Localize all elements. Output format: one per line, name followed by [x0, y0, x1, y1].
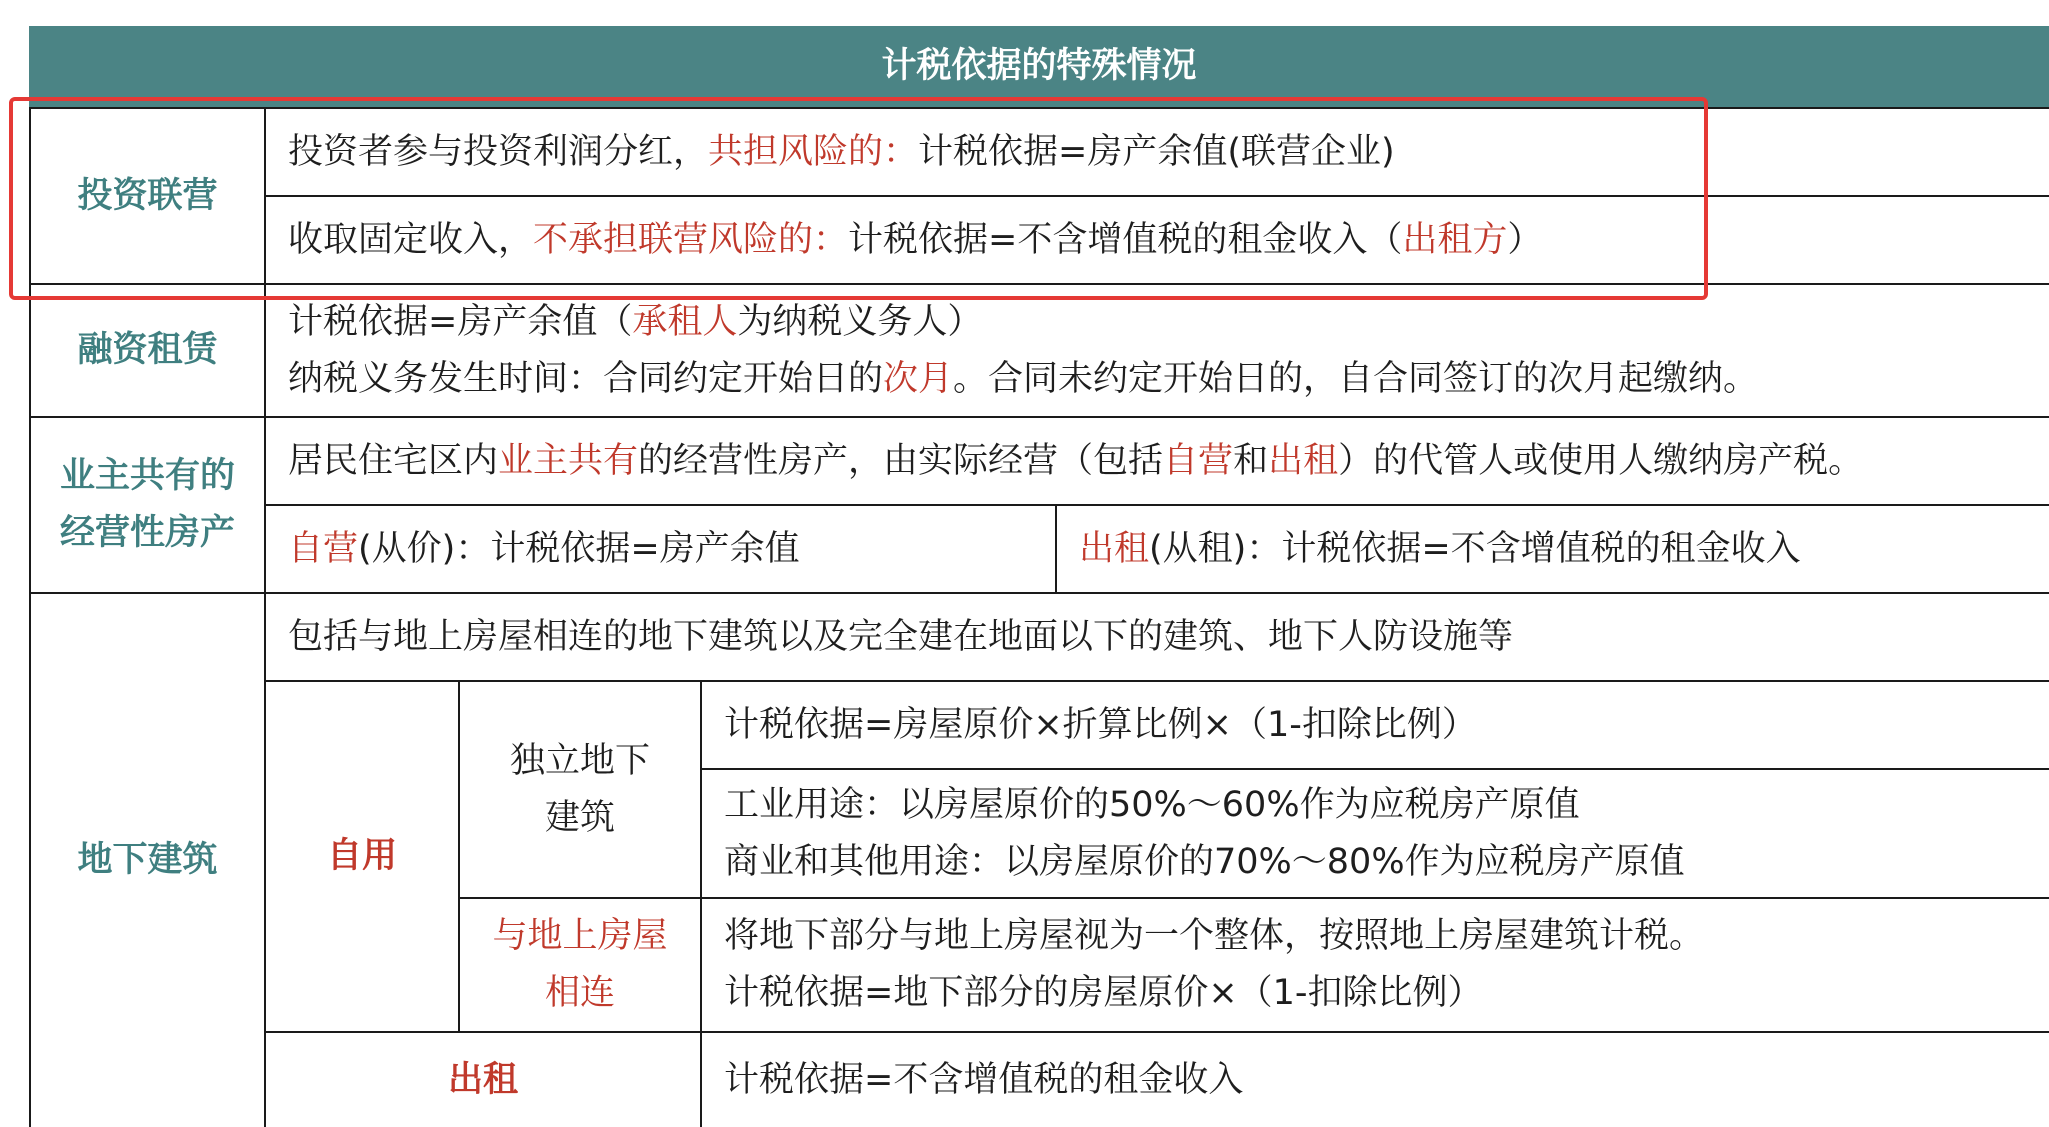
lease-line-1-end: 为纳税义务人）	[737, 301, 983, 342]
independent-line-1: 独立地下	[509, 740, 650, 781]
lease-label: 融资租赁	[77, 330, 218, 370]
lease-line-2: 纳税义务发生时间：合同约定开始日的	[288, 358, 884, 399]
owner-label-line-2: 经营性房产	[59, 513, 235, 553]
lease-next-month: 次月	[883, 358, 954, 399]
owner-desc-3: ）的代管人或使用人缴纳房产税。	[1338, 440, 1864, 481]
connected-cell	[458, 897, 700, 1031]
underground-desc-text: 包括与地上房屋相连的地下建筑以及完全建在地面以下的建筑、地下人防设施等	[288, 616, 1514, 657]
owner-rent-text: (从租)：计税依据=不含增值税的租金收入	[1149, 528, 1801, 569]
invest-row-2-lessor: 出租方	[1402, 219, 1508, 260]
invest-row-2-highlight: 不承担联营风险的：	[533, 219, 849, 260]
owner-desc-1: 居民住宅区内	[288, 440, 499, 481]
owner-desc-and: 和	[1233, 440, 1269, 481]
independent-cell	[458, 680, 700, 897]
underground-label-cell	[29, 592, 264, 1127]
invest-row-1	[264, 107, 2049, 195]
owner-self-cell	[264, 504, 1055, 592]
owner-label-cell	[29, 416, 264, 592]
lease-label-cell	[29, 283, 264, 416]
self-use-cell	[264, 680, 458, 1031]
owner-desc-self: 自营	[1163, 440, 1234, 481]
lease-lessee: 承租人	[632, 301, 738, 342]
invest-row-1-text: 投资者参与投资利润分红，	[288, 131, 709, 172]
underground-rent-text: 计税依据=不含增值税的租金收入	[724, 1059, 1244, 1100]
owner-desc-2: 的经营性房产，由实际经营（包括	[638, 440, 1164, 481]
commercial-ratio-text: 商业和其他用途：以房屋原价的70%～80%作为应税房产原值	[724, 841, 1685, 882]
underground-rent-label: 出租	[447, 1059, 518, 1100]
independent-formula	[700, 680, 2049, 768]
invest-row-2-close: ）	[1507, 219, 1543, 260]
independent-line-2: 建筑	[544, 797, 615, 838]
invest-row-1-highlight: 共担风险的：	[708, 131, 919, 172]
connected-line-1: 与地上房屋	[492, 916, 668, 956]
underground-desc	[264, 592, 2049, 680]
independent-formula-text: 计税依据=房屋原价×折算比例×（1-扣除比例）	[724, 704, 1477, 745]
connected-content	[700, 897, 2049, 1031]
connected-text-1: 将地下部分与地上房屋视为一个整体，按照地上房屋建筑计税。	[724, 916, 1705, 956]
owner-desc-shared: 业主共有	[498, 440, 639, 481]
self-use-label: 自用	[326, 836, 397, 876]
owner-self-text: (从价)：计税依据=房产余值	[358, 528, 800, 569]
owner-self-label: 自营	[288, 528, 359, 569]
independent-ratios	[700, 768, 2049, 897]
underground-rent-cell	[264, 1031, 700, 1127]
lease-line-2-end: 。合同未约定开始日的，自合同签订的次月起缴纳。	[953, 358, 1759, 399]
invest-label-cell	[29, 107, 264, 283]
underground-rent-content	[700, 1031, 2049, 1127]
invest-row-2	[264, 195, 2049, 283]
underground-label: 地下建筑	[77, 840, 218, 880]
table-title: 计税依据的特殊情况	[881, 46, 1197, 86]
owner-desc	[264, 416, 2049, 504]
connected-text-2: 计税依据=地下部分的房屋原价×（1-扣除比例）	[724, 973, 1483, 1013]
table-header	[29, 26, 2049, 107]
industrial-ratio-text: 工业用途：以房屋原价的50%～60%作为应税房产原值	[724, 784, 1580, 825]
invest-label: 投资联营	[77, 175, 218, 216]
owner-rent-cell	[1055, 504, 2049, 592]
invest-row-2-text: 收取固定收入，	[288, 219, 534, 260]
invest-row-2-basis: 计税依据=不含增值税的租金收入（	[848, 219, 1403, 260]
tax-basis-table	[29, 26, 2049, 1127]
owner-rent-label: 出租	[1079, 528, 1150, 569]
owner-desc-rent: 出租	[1268, 440, 1339, 481]
lease-line-1: 计税依据=房产余值（	[288, 301, 633, 342]
connected-line-2: 相连	[544, 973, 615, 1013]
invest-row-1-basis: 计税依据=房产余值(联营企业)	[918, 131, 1395, 172]
lease-content	[264, 283, 2049, 416]
owner-label-line-1: 业主共有的	[59, 456, 235, 496]
